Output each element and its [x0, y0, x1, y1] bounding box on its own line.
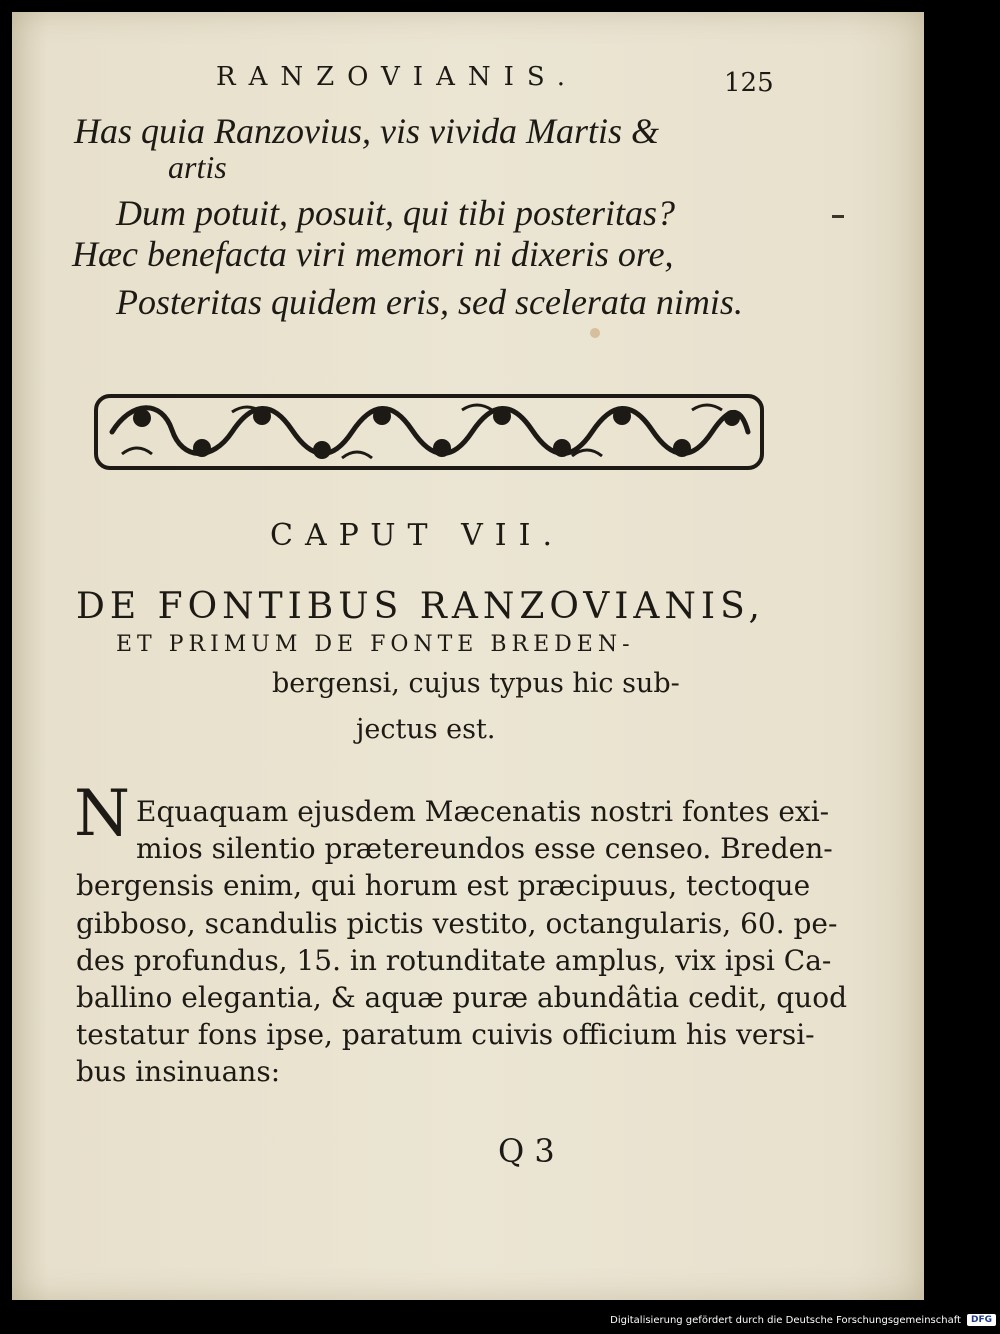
verse-line: Has quia Ranzovius, vis vivida Martis &	[74, 111, 659, 151]
running-head: RANZOVIANIS.	[216, 62, 579, 92]
chapter-title: CAPUT VII.	[270, 518, 565, 553]
page-number: 125	[724, 68, 774, 98]
body-line: bus insinuans:	[76, 1055, 281, 1088]
footer-credit-text: Digitalisierung gefördert durch die Deutsche Forschungsgemeinschaft	[610, 1314, 961, 1326]
verse-line: Posteritas quidem eris, sed scelerata nimis.	[116, 282, 743, 322]
margin-mark	[832, 215, 844, 218]
section-heading: ET PRIMUM DE FONTE BREDEN-	[116, 632, 635, 657]
signature-mark: Q 3	[498, 1132, 555, 1170]
verse-line: Hæc benefacta viri memori ni dixeris ore,	[72, 234, 674, 274]
body-line: gibboso, scandulis pictis vestito, octangularis, 60. pe-	[76, 907, 838, 940]
body-line: mios silentio prætereundos esse censeo. Breden-	[136, 832, 833, 865]
dfg-logo-icon: DFG	[967, 1314, 996, 1326]
section-heading: jectus est.	[356, 714, 496, 745]
verse-line: Dum potuit, posuit, qui tibi posteritas?	[116, 193, 676, 233]
body-line: testatur fons ipse, paratum cuivis officium his versi-	[76, 1018, 815, 1051]
body-line: bergensis enim, qui horum est præcipuus, tectoque	[76, 869, 811, 902]
verse-line: artis	[168, 149, 227, 185]
body-line: Equaquam ejusdem Mæcenatis nostri fontes exi-	[136, 795, 830, 828]
body-line: ballino elegantia, & aquæ puræ abundâtia cedit, quod	[76, 981, 847, 1014]
ornament-band-icon	[92, 390, 766, 474]
drop-cap: N	[74, 777, 130, 851]
section-heading: DE FONTIBUS RANZOVIANIS,	[76, 586, 765, 627]
paper-stain	[590, 328, 600, 338]
body-line: des profundus, 15. in rotunditate amplus, vix ipsi Ca-	[76, 944, 832, 977]
book-page	[12, 12, 924, 1300]
section-heading: bergensi, cujus typus hic sub-	[272, 668, 680, 699]
footer-credit	[610, 1314, 996, 1326]
